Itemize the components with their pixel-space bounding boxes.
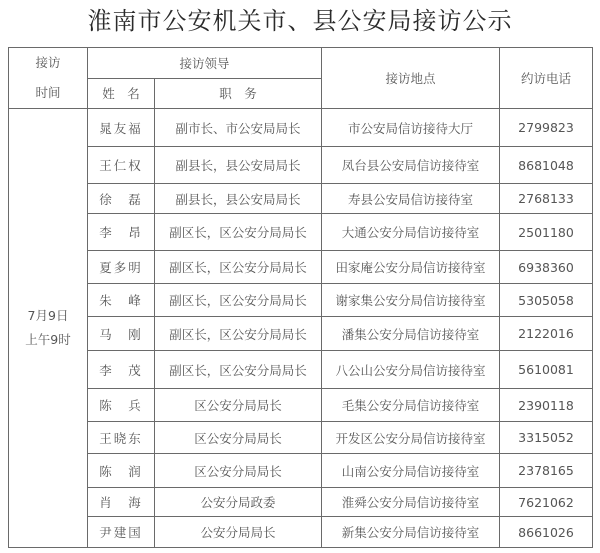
leader-duty: 公安分局政委	[155, 488, 322, 517]
header-phone: 约访电话	[500, 48, 593, 109]
reception-location: 谢家集公安分局信访接待室	[322, 284, 500, 317]
header-time-line2: 时间	[35, 85, 61, 100]
leader-duty: 副区长，区公安分局局长	[155, 214, 322, 251]
leader-name: 夏多明	[88, 251, 155, 284]
leader-name: 陈 兵	[88, 389, 155, 422]
phone-number: 6938360	[500, 251, 593, 284]
header-time-line1: 接访	[35, 55, 61, 70]
table-row	[9, 251, 593, 284]
leader-duty: 区公安分局局长	[155, 454, 322, 488]
leader-duty: 副区长，区公安分局局长	[155, 251, 322, 284]
reception-location: 凤台县公安局信访接待室	[322, 147, 500, 184]
leader-duty: 副区长，区公安分局局长	[155, 284, 322, 317]
leader-name: 马 刚	[88, 317, 155, 351]
phone-number: 5305058	[500, 284, 593, 317]
header-row-1	[9, 48, 593, 79]
leader-name: 李 茂	[88, 351, 155, 389]
page-title: 淮南市公安机关市、县公安局接访公示	[87, 7, 513, 35]
leader-name: 朱 峰	[88, 284, 155, 317]
leader-duty: 副区长，区公安分局局长	[155, 317, 322, 351]
leader-name: 晁友福	[88, 109, 155, 147]
phone-number: 5610081	[500, 351, 593, 389]
phone-number: 8661026	[500, 517, 593, 548]
header-duty: 职 务	[155, 78, 322, 109]
reception-location: 新集公安分局信访接待室	[322, 517, 500, 548]
phone-number: 2122016	[500, 317, 593, 351]
leader-duty: 公安分局局长	[155, 517, 322, 548]
phone-number: 2799823	[500, 109, 593, 147]
phone-number: 7621062	[500, 488, 593, 517]
reception-location: 毛集公安分局信访接待室	[322, 389, 500, 422]
table-row	[9, 488, 593, 517]
leader-name: 王晓东	[88, 422, 155, 454]
leader-name: 尹建国	[88, 517, 155, 548]
phone-number: 2501180	[500, 214, 593, 251]
leader-name: 陈 润	[88, 454, 155, 488]
reception-location: 大通公安分局信访接待室	[322, 214, 500, 251]
reception-location: 潘集公安分局信访接待室	[322, 317, 500, 351]
leader-duty: 副县长，县公安局局长	[155, 147, 322, 184]
reception-location: 开发区公安分局信访接待室	[322, 422, 500, 454]
table-row	[9, 147, 593, 184]
header-location: 接访地点	[322, 48, 500, 109]
leader-duty: 区公安分局局长	[155, 389, 322, 422]
table-row	[9, 214, 593, 251]
table-row	[9, 422, 593, 454]
reception-location: 田家庵公安分局信访接待室	[322, 251, 500, 284]
table-row	[9, 109, 593, 147]
leader-name: 王仁权	[88, 147, 155, 184]
phone-number: 8681048	[500, 147, 593, 184]
reception-location: 市公安局信访接待大厅	[322, 109, 500, 147]
phone-number: 2378165	[500, 454, 593, 488]
table-row	[9, 284, 593, 317]
reception-location: 寿县公安局信访接待室	[322, 184, 500, 214]
leader-duty: 区公安分局局长	[155, 422, 322, 454]
reception-location: 八公山公安分局信访接待室	[322, 351, 500, 389]
table-row	[9, 389, 593, 422]
table-row	[9, 454, 593, 488]
leader-duty: 副区长，区公安分局局长	[155, 351, 322, 389]
header-leader-group: 接访领导	[88, 48, 322, 79]
table-row	[9, 351, 593, 389]
phone-number: 2768133	[500, 184, 593, 214]
leader-duty: 副县长，县公安局局长	[155, 184, 322, 214]
header-time	[9, 48, 88, 109]
phone-number: 2390118	[500, 389, 593, 422]
reception-schedule-table	[8, 47, 593, 548]
reception-location: 淮舜公安分局信访接待室	[322, 488, 500, 517]
phone-number: 3315052	[500, 422, 593, 454]
reception-hour: 上午9时	[25, 332, 71, 347]
table-row	[9, 317, 593, 351]
leader-name: 李 昂	[88, 214, 155, 251]
leader-duty: 副市长、市公安局局长	[155, 109, 322, 147]
reception-date: 7月9日	[27, 308, 69, 323]
header-name: 姓 名	[88, 78, 155, 109]
table-row	[9, 184, 593, 214]
leader-name: 徐 磊	[88, 184, 155, 214]
table-row	[9, 517, 593, 548]
reception-location: 山南公安分局信访接待室	[322, 454, 500, 488]
leader-name: 肖 海	[88, 488, 155, 517]
reception-time	[9, 109, 88, 548]
